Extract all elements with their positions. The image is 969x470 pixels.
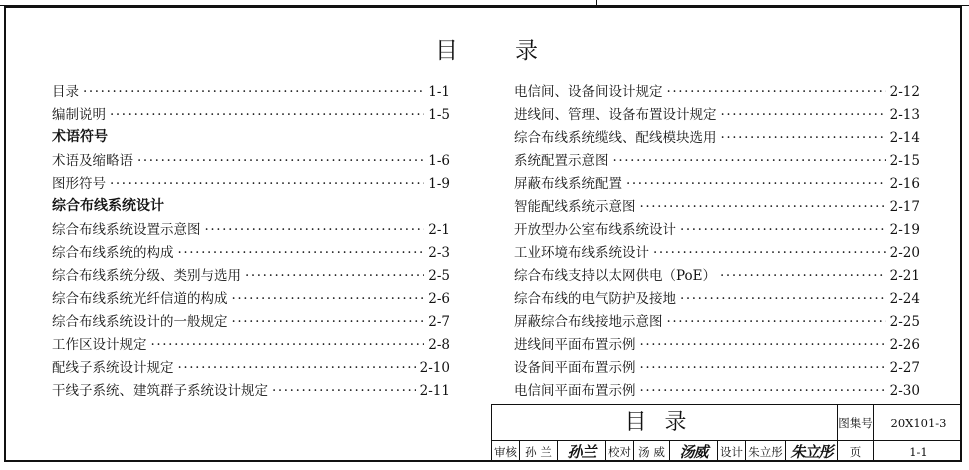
toc-leader-dots (721, 130, 886, 146)
title-block-row-1 (492, 405, 962, 441)
toc-entry-page: 2-17 (889, 199, 920, 215)
toc-entry-label: 屏蔽综合布线接地示意图 (514, 314, 663, 330)
toc-entry-page: 2-21 (889, 268, 920, 284)
toc-entry (514, 172, 920, 195)
toc-entry-page: 2-20 (889, 245, 920, 261)
toc-entry (514, 310, 920, 333)
toc-entry-page: 2-12 (889, 84, 920, 100)
toc-leader-dots (640, 383, 886, 399)
toc-entry-label: 电信间、设备间设计规定 (514, 84, 663, 100)
toc-entry-label: 图形符号 (52, 176, 106, 192)
toc-entry-page: 2-5 (428, 268, 450, 284)
reviewer-signature: 孙兰 (558, 441, 606, 462)
toc-leader-dots (151, 337, 425, 353)
toc-entry-page: 1-1 (428, 84, 450, 100)
toc-leader-dots (680, 291, 886, 307)
toc-entry-page: 1-9 (428, 176, 450, 192)
toc-leader-dots (640, 360, 886, 376)
toc-entry (514, 333, 920, 356)
toc-entry (52, 80, 450, 103)
toc-entry-page: 2-24 (889, 291, 920, 307)
toc-leader-dots (232, 314, 425, 330)
toc-leader-dots (178, 360, 416, 376)
toc-entry (52, 172, 450, 195)
title-block-row-2 (492, 441, 962, 462)
toc-leader-dots (680, 222, 886, 238)
toc-section-heading: 术语符号 (52, 129, 108, 145)
toc-leader-dots (721, 107, 886, 123)
toc-leader-dots (110, 107, 424, 123)
page-title (0, 32, 969, 62)
toc-entry (514, 149, 920, 172)
toc-entry-label: 配线子系统设计规定 (52, 360, 174, 376)
toc-leader-dots (178, 245, 425, 261)
toc-section-heading: 综合布线系统设计 (52, 198, 164, 214)
atlas-no-label: 图集号 (838, 405, 874, 440)
toc-entry-label: 综合布线系统设计的一般规定 (52, 314, 228, 330)
design-label: 设计 (718, 441, 746, 462)
toc-entry (52, 310, 450, 333)
toc-entry-label: 设备间平面布置示例 (514, 360, 636, 376)
toc-entry-label: 综合布线的电气防护及接地 (514, 291, 676, 307)
toc-entry-page: 2-15 (889, 153, 920, 169)
toc-entry (52, 333, 450, 356)
toc-entry-label: 编制说明 (52, 107, 106, 123)
toc-entry-page: 2-16 (889, 176, 920, 192)
toc-entry (514, 356, 920, 379)
toc-entry-label: 综合布线系统的构成 (52, 245, 174, 261)
toc-leader-dots (640, 337, 886, 353)
toc-leader-dots (272, 383, 416, 399)
check-label: 校对 (606, 441, 634, 462)
toc-entry-label: 综合布线系统光纤信道的构成 (52, 291, 228, 307)
toc-entry-label: 屏蔽布线系统配置 (514, 176, 622, 192)
reviewer-name: 孙 兰 (520, 441, 558, 462)
toc-leader-dots (110, 176, 424, 192)
toc-entry-page: 2-1 (428, 222, 450, 238)
toc-entry (514, 264, 920, 287)
toc-leader-dots (613, 153, 886, 169)
toc-entry (514, 80, 920, 103)
checker-name: 汤 威 (634, 441, 670, 462)
toc-entry-page: 1-5 (428, 107, 450, 123)
toc-entry-page: 1-6 (428, 153, 450, 169)
toc-entry (52, 356, 450, 379)
toc-entry-page: 2-25 (889, 314, 920, 330)
checker-signature: 汤威 (670, 441, 718, 462)
page-title-char-1: 目 (435, 38, 460, 64)
toc-entry-label: 综合布线系统设置示意图 (52, 222, 201, 238)
page-number: 1-1 (909, 444, 928, 459)
toc-entry-label: 综合布线系统分级、类别与选用 (52, 268, 241, 284)
toc-entry-page: 2-8 (428, 337, 450, 353)
toc-entry-page: 2-19 (889, 222, 920, 238)
toc-entry-page: 2-27 (889, 360, 920, 376)
toc-entry-page: 2-13 (889, 107, 920, 123)
toc-leader-dots (83, 84, 424, 100)
toc-entry-page: 2-30 (889, 383, 920, 399)
toc-entry-label: 干线子系统、建筑群子系统设计规定 (52, 383, 268, 399)
toc-entry (52, 287, 450, 310)
toc-entry (514, 126, 920, 149)
toc-entry (52, 103, 450, 126)
toc-entry-label: 目录 (52, 84, 79, 100)
review-label: 审核 (492, 441, 520, 462)
toc-entry (514, 218, 920, 241)
toc-entry-label: 进线间平面布置示例 (514, 337, 636, 353)
toc-entry (514, 287, 920, 310)
toc-leader-dots (653, 245, 886, 261)
toc-entry-label: 智能配线系统示意图 (514, 199, 636, 215)
toc-leader-dots (205, 222, 425, 238)
designer-name: 朱立彤 (746, 441, 786, 462)
toc-entry-label: 综合布线系统缆线、配线模块选用 (514, 130, 717, 146)
toc-entry (52, 264, 450, 287)
toc-leader-dots (667, 84, 886, 100)
toc-entry (52, 241, 450, 264)
toc-entry-label: 开放型办公室布线系统设计 (514, 222, 676, 238)
page-label: 页 (838, 441, 874, 462)
title-block (491, 404, 962, 462)
toc-entry (52, 149, 450, 172)
toc-leader-dots (640, 199, 886, 215)
toc-entry-page: 2-14 (889, 130, 920, 146)
toc-entry-page: 2-3 (428, 245, 450, 261)
designer-signature: 朱立彤 (786, 441, 838, 462)
toc-entry (52, 379, 450, 402)
toc-entry (52, 218, 450, 241)
toc-entry-page: 2-6 (428, 291, 450, 307)
toc-entry-label: 进线间、管理、设备布置设计规定 (514, 107, 717, 123)
toc-entry-page: 2-10 (419, 360, 450, 376)
toc-leader-dots (667, 314, 886, 330)
atlas-no: 20X101-3 (890, 415, 947, 430)
toc-entry (514, 103, 920, 126)
toc-left-column (52, 80, 450, 402)
toc-entry-page: 2-26 (889, 337, 920, 353)
toc-entry-page: 2-7 (428, 314, 450, 330)
page-title-char-2: 录 (515, 38, 540, 64)
toc-leader-dots (137, 153, 424, 169)
toc-entry-label: 系统配置示意图 (514, 153, 609, 169)
title-block-title: 目录 (492, 405, 838, 441)
toc-leader-dots (245, 268, 424, 284)
toc-entry (514, 241, 920, 264)
toc-leader-dots (720, 268, 886, 284)
toc-entry-label: 工业环境布线系统设计 (514, 245, 649, 261)
toc-entry-label: 综合布线支持以太网供电（PoE） (514, 268, 717, 284)
toc-entry (514, 195, 920, 218)
toc-entry-label: 电信间平面布置示例 (514, 383, 636, 399)
toc-entry (514, 379, 920, 402)
toc-entry-label: 术语及缩略语 (52, 153, 133, 169)
toc-entry-page: 2-11 (419, 383, 450, 399)
toc-entry-label: 工作区设计规定 (52, 337, 147, 353)
toc-leader-dots (232, 291, 425, 307)
toc-leader-dots (626, 176, 886, 192)
toc-right-column (514, 80, 920, 402)
